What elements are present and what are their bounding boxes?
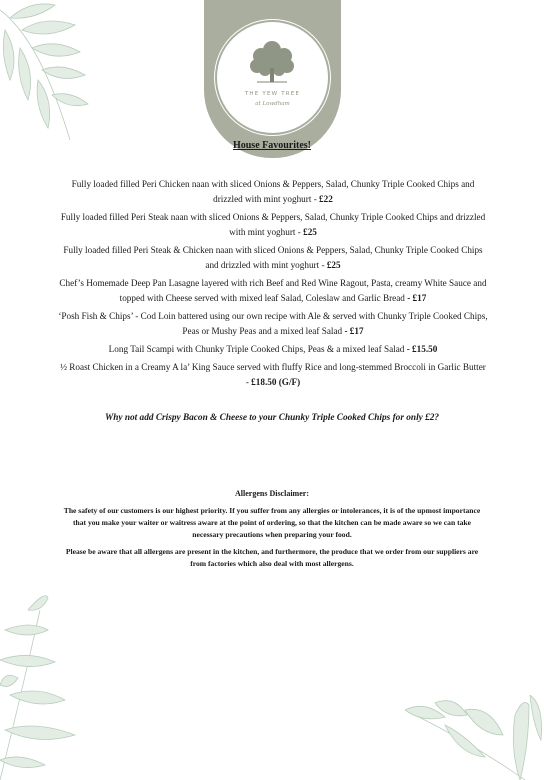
allergens-disclaimer <box>58 505 486 575</box>
menu-item-price: £22 <box>319 194 333 204</box>
menu-item-price: - £15.50 <box>406 344 438 354</box>
tree-icon <box>250 41 294 82</box>
logo-banner <box>204 0 341 158</box>
menu-list <box>58 177 488 393</box>
logo-badge <box>217 22 328 133</box>
menu-item-price: - £17 <box>407 293 427 303</box>
menu-item: Fully loaded filled Peri Steak & Chicken naan with sliced Onions & Peppers, Salad, Chunky Triple Cooked Chips and drizzled with mint yoghurt - £25 <box>63 245 483 270</box>
menu-item: Chef’s Homemade Deep Pan Lasagne layered with rich Beef and Red Wine Ragout, Pasta, creamy White Sauce and topped with Cheese served with mixed leaf Salad, Coleslaw and Garlic Bread - £17 <box>59 278 487 303</box>
menu-item: ½ Roast Chicken in a Creamy A la’ King Sauce served with fluffy Rice and long-stemmed Broccoli in Garlic Butter - £18.50 (G/F) <box>60 362 486 387</box>
allergens-paragraph: The safety of our customers is our highest priority. If you suffer from any allergies or intolerances, it is of the upmost importance that you make your waiter or waitress aware at the point of ordering, so that the kitchen can be made aware so we can take necessary precautions when preparing your food. <box>63 506 481 539</box>
menu-item-price: - £17 <box>344 326 364 336</box>
menu-item-price: £25 <box>326 260 341 270</box>
menu-item-price: £25 <box>303 227 317 237</box>
leaf-decoration-bottom-right <box>405 695 544 780</box>
brand-tagline: at Lowdham <box>255 101 290 107</box>
promo-text: Why not add Crispy Bacon & Cheese to your Chunky Triple Cooked Chips for only £2? <box>104 413 440 423</box>
menu-item-price: £18.50 (G/F) <box>251 377 301 387</box>
menu-item: Fully loaded filled Peri Chicken naan with sliced Onions & Peppers, Salad, Chunky Triple Cooked Chips and drizzled with mint yoghurt - £22 <box>71 179 475 204</box>
allergens-paragraph: Please be aware that all allergens are present in the kitchen, and furthermore, the produce that we order from our suppliers are from factories which also deal with most allergens. <box>65 547 479 568</box>
leaf-decoration-bottom-left <box>0 590 80 780</box>
brand-name: THE YEW TREE <box>244 91 301 97</box>
leaf-decoration-top-left <box>0 0 95 150</box>
menu-item: ‘Posh Fish & Chips’ - Cod Loin battered using our own recipe with Ale & served with Chunky Triple Cooked Chips, Peas or Mushy Peas and a mixed leaf Salad - £17 <box>58 311 488 336</box>
menu-item: Long Tail Scampi with Chunky Triple Cooked Chips, Peas & a mixed leaf Salad - £15.50 <box>108 344 438 354</box>
section-heading: House Favourites! <box>232 140 312 151</box>
menu-item: Fully loaded filled Peri Steak naan with sliced Onions & Peppers, Salad, Chunky Triple Cooked Chips and drizzled with mint yoghurt - £25 <box>60 212 486 237</box>
allergens-title: Allergens Disclaimer: <box>235 489 309 498</box>
